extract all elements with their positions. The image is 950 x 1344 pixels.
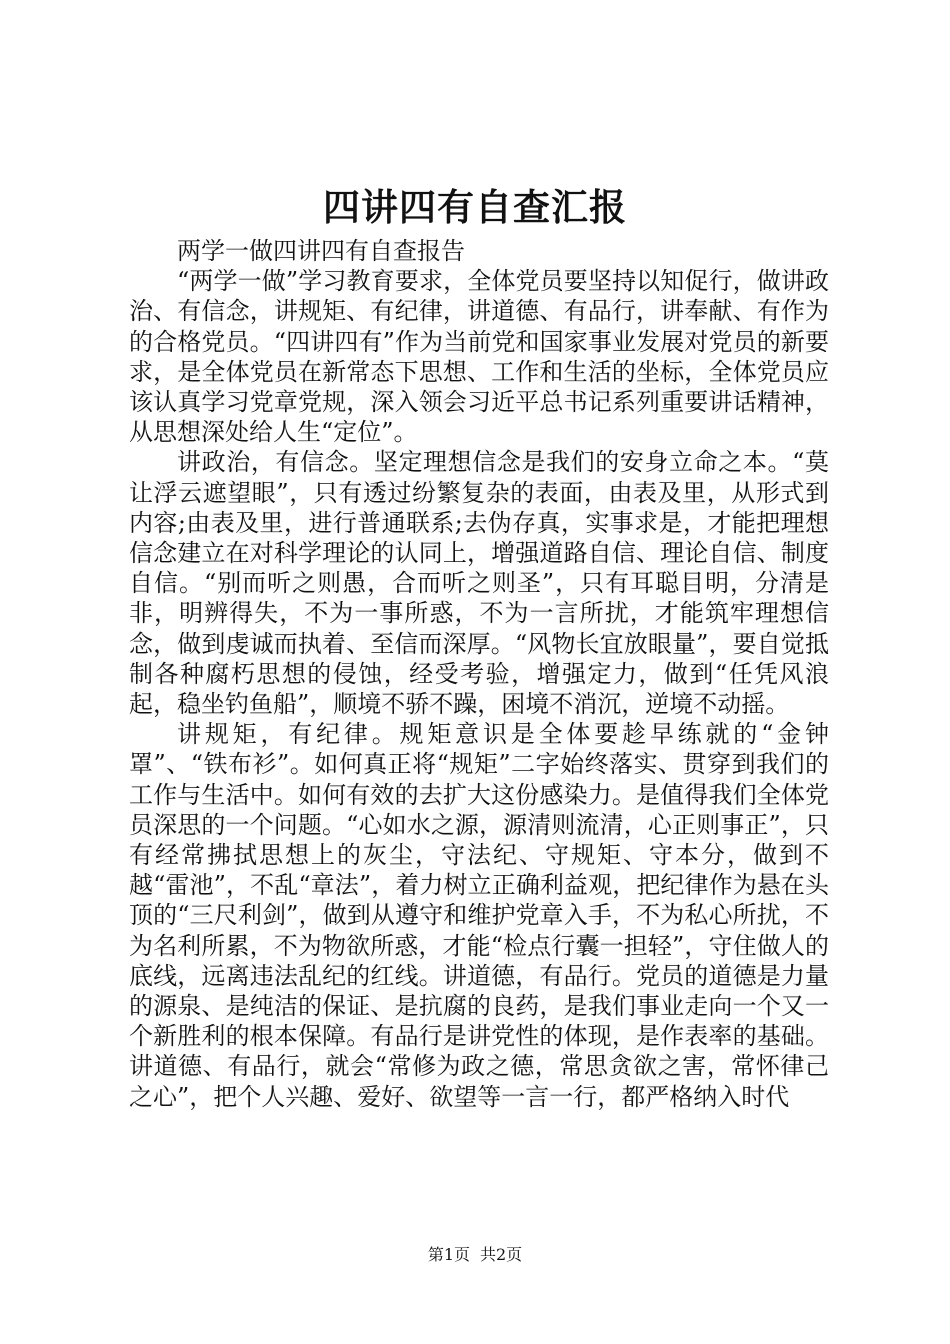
document-subtitle: 两学一做四讲四有自查报告 bbox=[177, 237, 465, 265]
paragraph-intro: “两学一做”学习教育要求，全体党员要坚持以知促行，做讲政治、有信念，讲规矩、有纪律，讲道德、有品行，讲奉献、有作为的合格党员。“四讲四有”作为当前党和国家事业发展对党员的新要求，是全体党员在新常态下思想、工作和生活的坐标，全体党员应该认真学习党章党规，深入领会习近平总书记系列重要讲话精神，从思想深处给人生“定位”。 bbox=[129, 267, 829, 447]
paragraph-politics: 讲政治，有信念。坚定理想信念是我们的安身立命之本。“莫让浮云遮望眼”，只有透过纷繁复杂的表面，由表及里，从形式到内容;由表及里，进行普通联系;去伪存真，实事求是，才能把理想信念建立在对科学理论的认同上，增强道路自信、理论自信、制度自信。“别而听之则愚，合而听之则圣”，只有耳聪目明，分清是非，明辨得失，不为一事所惑，不为一言所扰，才能筑牢理想信念，做到虔诚而执着、至信而深厚。“风物长宜放眼量”，要自觉抵制各种腐朽思想的侵蚀，经受考验，增强定力，做到“任凭风浪起，稳坐钓鱼船”，顺境不骄不躁，困境不消沉，逆境不动摇。 bbox=[129, 448, 829, 719]
document-title: 四讲四有自查汇报 bbox=[323, 185, 627, 229]
page-number-total: 共2页 bbox=[480, 1245, 523, 1264]
paragraph-rules: 讲规矩，有纪律。规矩意识是全体要趁早练就的“金钟罩”、“铁布衫”。如何真正将“规矩”二字始终落实、贯穿到我们的工作与生活中。如何有效的去扩大这份感染力。是值得我们全体党员深思的一个问题。“心如水之源，源清则流清，心正则事正”，只有经常拂拭思想上的灰尘，守法纪、守规矩、守本分，做到不越“雷池”，不乱“章法”，着力树立正确利益观，把纪律作为悬在头顶的“三尺利剑”，做到从遵守和维护党章入手，不为私心所扰，不为名利所累，不为物欲所惑，才能“检点行囊一担轻”，守住做人的底线，远离违法乱纪的红线。讲道德，有品行。党员的道德是力量的源泉、是纯洁的保证、是抗腐的良药，是我们事业走向一个又一个新胜利的根本保障。有品行是讲党性的体现，是作表率的基础。讲道德、有品行，就会“常修为政之德，常思贪欲之害，常怀律己之心”，把个人兴趣、爱好、欲望等一言一行，都严格纳入时代 bbox=[129, 720, 829, 1111]
document-body bbox=[129, 236, 829, 1112]
page-number-current: 第1页 bbox=[427, 1245, 470, 1264]
page-footer bbox=[0, 1245, 950, 1265]
